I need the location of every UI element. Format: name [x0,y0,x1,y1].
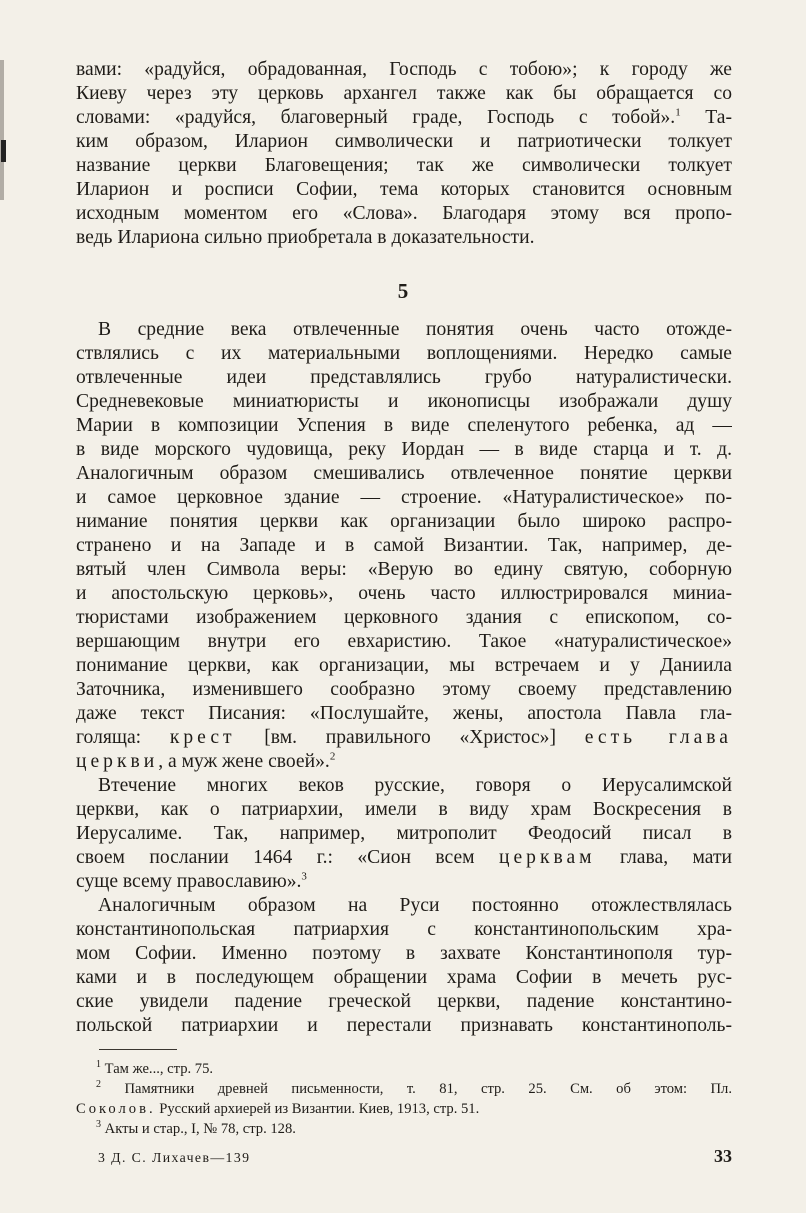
footnote-ref: 3 [301,870,307,883]
spaced-text: церкви [76,751,159,772]
footnote-number: 2 [96,1080,101,1091]
text-fragment: Та- [680,107,732,128]
scan-edge-mark [1,140,6,162]
text-line: исходным моментом его «Слова». Благодаря этому вся пропо- [76,203,732,224]
footnote-number: 1 [96,1060,101,1071]
text-line [76,846,732,871]
page-number: 33 [714,1146,732,1166]
text-line: даже текст Писания: «Послушайте, жены, апостола Павла гла- [76,703,732,724]
text-line: нимание понятия церкви как организации было широко распро- [76,511,732,532]
text-fragment: [вм. правильного «Христос»] [235,727,585,748]
text-fragment: , а муж жене своей». [158,751,330,772]
text-line: ками и в последующем обращении храма Софии в мечеть рус- [76,967,732,988]
text-line: Иларион и росписи Софии, тема которых становится основным [76,179,732,200]
footnote-ref: 1 [675,106,681,119]
text-line [76,106,732,131]
text-line: ские увидели падение греческой церкви, падение константино- [76,991,732,1012]
text-line: и самое церковное здание — строение. «Натуралистическое» по- [76,487,732,508]
text-line: и апостольскую церковь», очень часто иллюстрировался миниа- [76,583,732,604]
footnote-text: Памятники древней письменности, т. 81, стр. 25. См. об этом: Пл. [124,1081,732,1097]
text-line: ким образом, Иларион символически и патриотически толкует [76,131,732,152]
text-line: вятый член Символа веры: «Верую во едину святую, соборную [76,559,732,580]
text-fragment: словами: «радуйся, благоверный граде, Господь с тобой». [76,107,676,128]
text-line: название церкви Благовещения; так же символически толкует [76,155,732,176]
footnote-text: Акты и стар., I, № 78, стр. 128. [104,1121,296,1137]
text-line: отвлеченные идеи представлялись грубо натуралистически. [76,367,732,388]
text-line [76,750,732,775]
text-line: тюристами изображением церковного здания с епископом, со- [76,607,732,628]
text-line: польской патриархии и перестали признавать константинополь- [76,1015,732,1036]
text-line: Марии в композиции Успения в виде спеленутого ребенка, ад — [76,415,732,436]
text-line: в виде морского чудовища, реку Иордан — в виде старца и т. д. [76,439,732,460]
text-line: Аналогичным образом смешивались отвлеченное понятие церкви [76,463,732,484]
text-line: константинопольская патриархия с константинопольским хра- [76,919,732,940]
text-line: Иерусалиме. Так, например, митрополит Феодосий писал в [76,823,732,844]
text-line: понимание церкви, как организации, мы встречаем и у Даниила [76,655,732,676]
footnote-3 [76,1120,732,1140]
text-line: странено и на Западе и в самой Византии. Так, например, де- [76,535,732,556]
text-line [76,870,732,895]
text-fragment: глава, мати [595,847,732,868]
text-line: ведь Илариона сильно приобретала в доказательности. [76,227,535,248]
footnote-1 [76,1060,732,1080]
section-number: 5 [397,279,409,303]
footnote-2 [76,1080,732,1100]
footnote-rule [99,1049,177,1050]
text-line [76,726,732,751]
spaced-text: крест [169,727,236,748]
footnote-text: Русский архиерей из Византии. Киев, 1913, стр. 51. [155,1101,480,1117]
text-line: Средневековые миниатюристы и иконописцы изображали душу [76,391,732,412]
text-fragment: голяща: [76,727,170,748]
footnote-number: 3 [96,1120,101,1131]
footnote-ref: 2 [329,750,336,763]
spaced-text: церквам [498,847,596,868]
text-line: Аналогичным образом на Руси постоянно отожлествлялась [98,895,732,916]
text-line: церкви, как о патриархии, имели в виду храм Воскресения в [76,799,732,820]
footnote-2-cont [76,1100,732,1120]
text-line: ствлялись с их материальными воплощениями. Нередко самые [76,343,732,364]
text-line: мом Софии. Именно поэтому в захвате Константинополя тур- [76,943,732,964]
text-line: Киеву через эту церковь архангел также как бы обращается со [76,83,732,104]
text-line: вершающим внутри его евхаристию. Такое «натуралистическое» [76,631,732,652]
scan-edge-shadow [0,60,4,200]
spaced-text: есть глава [584,727,732,748]
text-line: В средние века отвлеченные понятия очень часто отожде- [98,319,732,340]
text-fragment: своем послании 1464 г.: «Сион всем [76,847,475,868]
printer-signature: 3 Д. С. Лихачев—139 [98,1150,251,1165]
text-fragment: суще всему православию». [76,871,302,892]
spaced-text: Соколов. [76,1101,156,1117]
footnote-text: Там же..., стр. 75. [104,1061,214,1077]
text-line: Втечение многих веков русские, говоря о Иерусалимской [98,775,732,796]
text-line: вами: «радуйся, обрадованная, Господь с тобою»; к городу же [76,59,732,80]
text-line: Заточника, изменившего сообразно этому своему представлению [76,679,732,700]
